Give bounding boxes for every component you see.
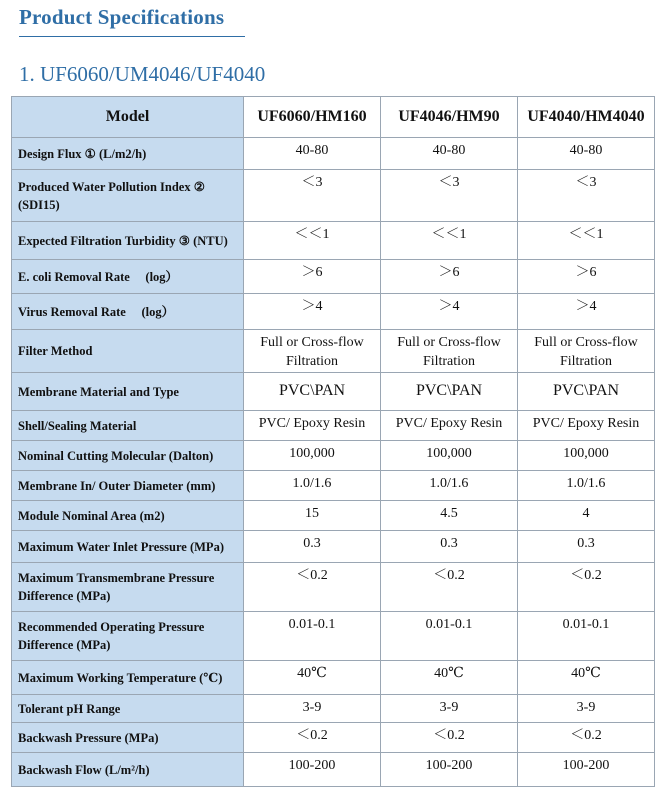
row-label: Recommended Operating Pressure Difference (MPa) [12, 612, 244, 661]
table-cell: 1.0/1.6 [518, 471, 655, 501]
table-row [12, 531, 655, 563]
table-cell: 100,000 [244, 441, 381, 471]
table-cell: ＞4 [518, 294, 655, 330]
table-cell: Full or Cross-flow Filtration [381, 330, 518, 373]
table-cell: Full or Cross-flow Filtration [244, 330, 381, 373]
table-cell: 0.3 [381, 531, 518, 563]
row-label: Membrane In/ Outer Diameter (mm) [12, 471, 244, 501]
table-cell: ＞6 [381, 260, 518, 294]
table-cell: ＜0.2 [381, 563, 518, 612]
row-label: Maximum Water Inlet Pressure (MPa) [12, 531, 244, 563]
table-cell: PVC/ Epoxy Resin [244, 411, 381, 441]
row-label: Virus Removal Rate (log） [12, 294, 244, 330]
row-label: E. coli Removal Rate (log） [12, 260, 244, 294]
row-label: Nominal Cutting Molecular (Dalton) [12, 441, 244, 471]
table-row [12, 294, 655, 330]
table-row [12, 330, 655, 373]
row-label: Design Flux ① (L/m2/h) [12, 138, 244, 170]
table-cell: 15 [244, 501, 381, 531]
table-row [12, 373, 655, 411]
table-cell: ＜＜1 [244, 222, 381, 260]
row-label: Maximum Working Temperature (℃) [12, 661, 244, 695]
table-cell: Full or Cross-flow Filtration [518, 330, 655, 373]
table-cell: 1.0/1.6 [381, 471, 518, 501]
table-cell: 0.01-0.1 [518, 612, 655, 661]
table-cell: ＜3 [244, 170, 381, 222]
table-cell: ＜0.2 [518, 723, 655, 753]
header-uf4046: UF4046/HM90 [381, 97, 518, 138]
row-label: Module Nominal Area (m2) [12, 501, 244, 531]
table-body [12, 138, 655, 787]
table-row [12, 661, 655, 695]
table-cell: 40℃ [381, 661, 518, 695]
table-cell: ＞6 [518, 260, 655, 294]
table-cell: 100-200 [244, 753, 381, 787]
table-cell: 0.01-0.1 [381, 612, 518, 661]
table-cell: 3-9 [244, 695, 381, 723]
table-row [12, 260, 655, 294]
table-cell: 0.3 [244, 531, 381, 563]
table-cell: 40℃ [244, 661, 381, 695]
table-row [12, 471, 655, 501]
table-cell: 100,000 [381, 441, 518, 471]
table-cell: PVC\PAN [381, 373, 518, 411]
row-label: Tolerant pH Range [12, 695, 244, 723]
table-cell: ＜3 [381, 170, 518, 222]
table-header-row [12, 97, 655, 138]
table-cell: 40℃ [518, 661, 655, 695]
row-label: Maximum Transmembrane Pressure Difference (MPa) [12, 563, 244, 612]
header-uf6060: UF6060/HM160 [244, 97, 381, 138]
table-row [12, 138, 655, 170]
table-cell: ＜3 [518, 170, 655, 222]
table-row [12, 441, 655, 471]
table-cell: ＜＜1 [518, 222, 655, 260]
table-row [12, 411, 655, 441]
table-cell: PVC\PAN [244, 373, 381, 411]
table-row [12, 612, 655, 661]
table-cell: 0.3 [518, 531, 655, 563]
specifications-table [11, 96, 655, 787]
table-cell: ＜0.2 [381, 723, 518, 753]
row-label: Expected Filtration Turbidity ③ (NTU) [12, 222, 244, 260]
table-row [12, 170, 655, 222]
table-cell: PVC\PAN [518, 373, 655, 411]
table-cell: PVC/ Epoxy Resin [518, 411, 655, 441]
row-label: Backwash Pressure (MPa) [12, 723, 244, 753]
table-cell: 40-80 [244, 138, 381, 170]
row-label: Membrane Material and Type [12, 373, 244, 411]
table-cell: 3-9 [381, 695, 518, 723]
header-model: Model [12, 97, 244, 138]
header-uf4040: UF4040/HM4040 [518, 97, 655, 138]
table-cell: ＜0.2 [518, 563, 655, 612]
table-cell: ＜＜1 [381, 222, 518, 260]
table-cell: 40-80 [381, 138, 518, 170]
table-cell: 100-200 [381, 753, 518, 787]
table-row [12, 222, 655, 260]
section-heading: 1. UF6060/UM4046/UF4040 [19, 62, 266, 86]
table-cell: ＜0.2 [244, 563, 381, 612]
table-row [12, 753, 655, 787]
table-cell: 1.0/1.6 [244, 471, 381, 501]
table-cell: ＜0.2 [244, 723, 381, 753]
table-cell: 0.01-0.1 [244, 612, 381, 661]
table-cell: 40-80 [518, 138, 655, 170]
row-label: Filter Method [12, 330, 244, 373]
table-cell: 100-200 [518, 753, 655, 787]
table-cell: PVC/ Epoxy Resin [381, 411, 518, 441]
row-label: Shell/Sealing Material [12, 411, 244, 441]
row-label: Produced Water Pollution Index ② (SDI15) [12, 170, 244, 222]
table-row [12, 563, 655, 612]
table-cell: 4.5 [381, 501, 518, 531]
table-cell: ＞6 [244, 260, 381, 294]
table-cell: 100,000 [518, 441, 655, 471]
table-row [12, 723, 655, 753]
table-cell: 3-9 [518, 695, 655, 723]
page-title: Product Specifications [19, 5, 225, 29]
table-cell: 4 [518, 501, 655, 531]
table-row [12, 695, 655, 723]
table-cell: ＞4 [244, 294, 381, 330]
table-row [12, 501, 655, 531]
title-underline [19, 36, 245, 37]
row-label: Backwash Flow (L/m²/h) [12, 753, 244, 787]
table-cell: ＞4 [381, 294, 518, 330]
